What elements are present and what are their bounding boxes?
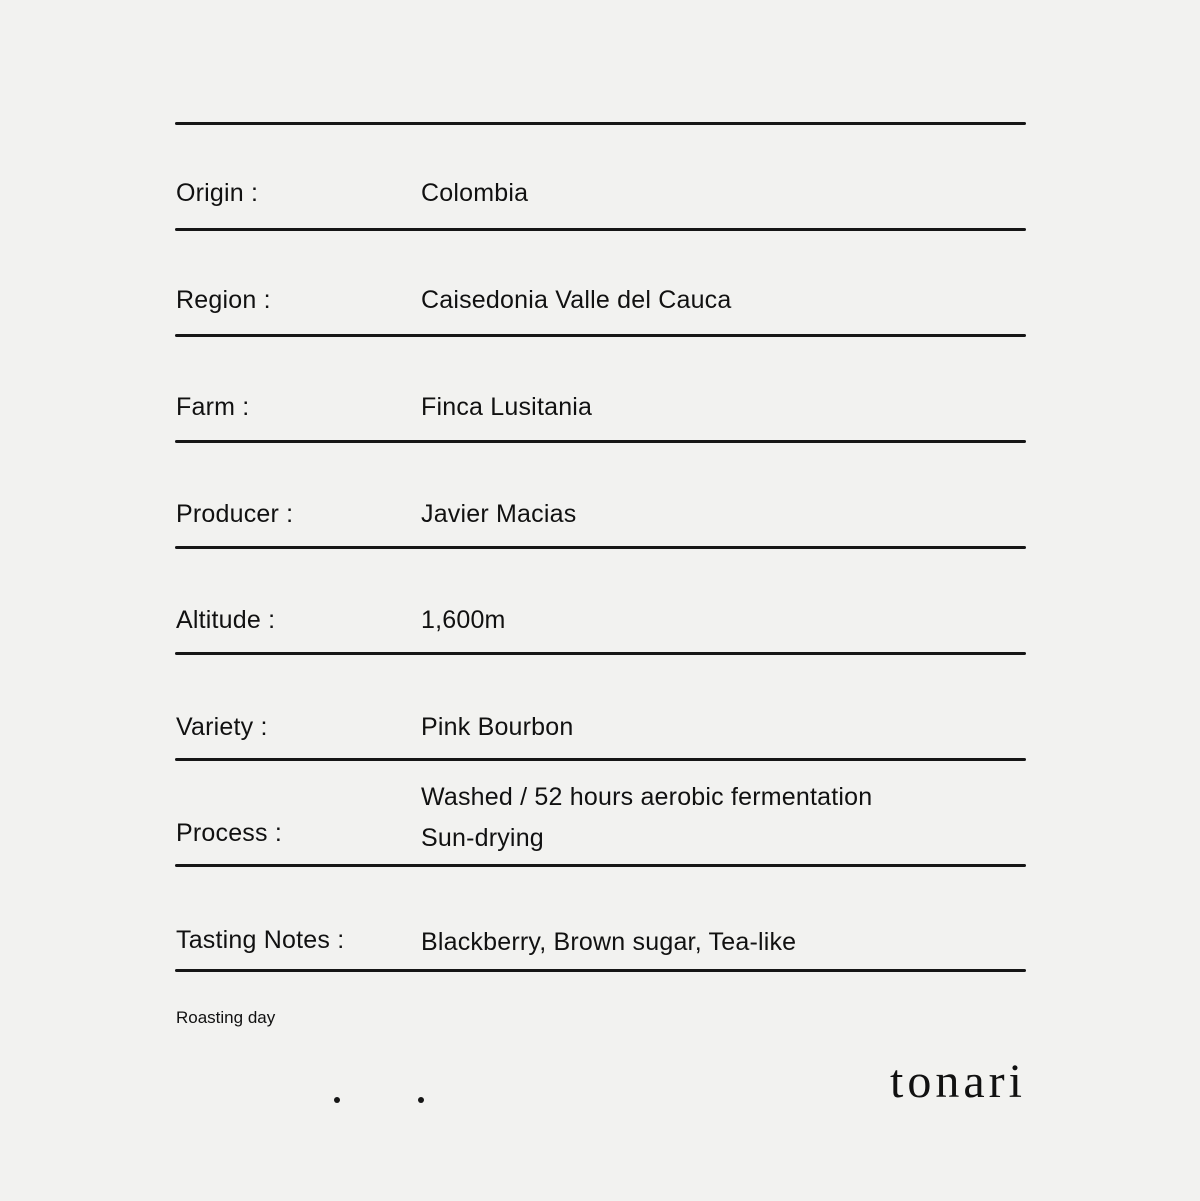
value-origin-line: Colombia (421, 179, 529, 207)
label-tasting-notes: Tasting Notes : (176, 926, 345, 954)
value-process-line-1: Washed / 52 hours aerobic fermentation (421, 783, 873, 811)
value-farm-line: Finca Lusitania (421, 393, 593, 421)
divider-origin (175, 228, 1026, 231)
divider-process (175, 864, 1026, 867)
value-region (421, 280, 732, 321)
divider-farm (175, 440, 1026, 443)
label-region: Region : (176, 286, 271, 314)
label-producer: Producer : (176, 500, 294, 528)
roasting-day-label: Roasting day (176, 1008, 276, 1027)
value-origin (421, 173, 528, 214)
value-farm (421, 387, 592, 428)
value-altitude-line: 1,600m (421, 606, 506, 634)
date-separator-dot-2 (418, 1097, 424, 1103)
label-variety: Variety : (176, 713, 268, 741)
label-process: Process : (176, 819, 282, 847)
date-separator-dot-1 (334, 1097, 340, 1103)
divider-region (175, 334, 1026, 337)
label-altitude: Altitude : (176, 606, 276, 634)
value-variety-line: Pink Bourbon (421, 713, 574, 741)
divider-bottom (175, 969, 1026, 972)
coffee-info-card (175, 0, 1026, 1201)
divider-producer (175, 546, 1026, 549)
divider-variety (175, 758, 1026, 761)
divider-altitude (175, 652, 1026, 655)
value-altitude (421, 600, 506, 641)
value-producer (421, 494, 576, 535)
brand-logo: tonari (890, 1055, 1026, 1108)
value-process (421, 777, 872, 859)
value-tasting-notes (421, 922, 796, 963)
divider-top (175, 122, 1026, 125)
value-tasting-notes-line: Blackberry, Brown sugar, Tea-like (421, 928, 797, 956)
value-region-line: Caisedonia Valle del Cauca (421, 286, 732, 314)
label-origin: Origin : (176, 179, 259, 207)
value-producer-line: Javier Macias (421, 500, 577, 528)
value-variety (421, 707, 574, 748)
label-farm: Farm : (176, 393, 250, 421)
value-process-line-2: Sun-drying (421, 824, 544, 852)
